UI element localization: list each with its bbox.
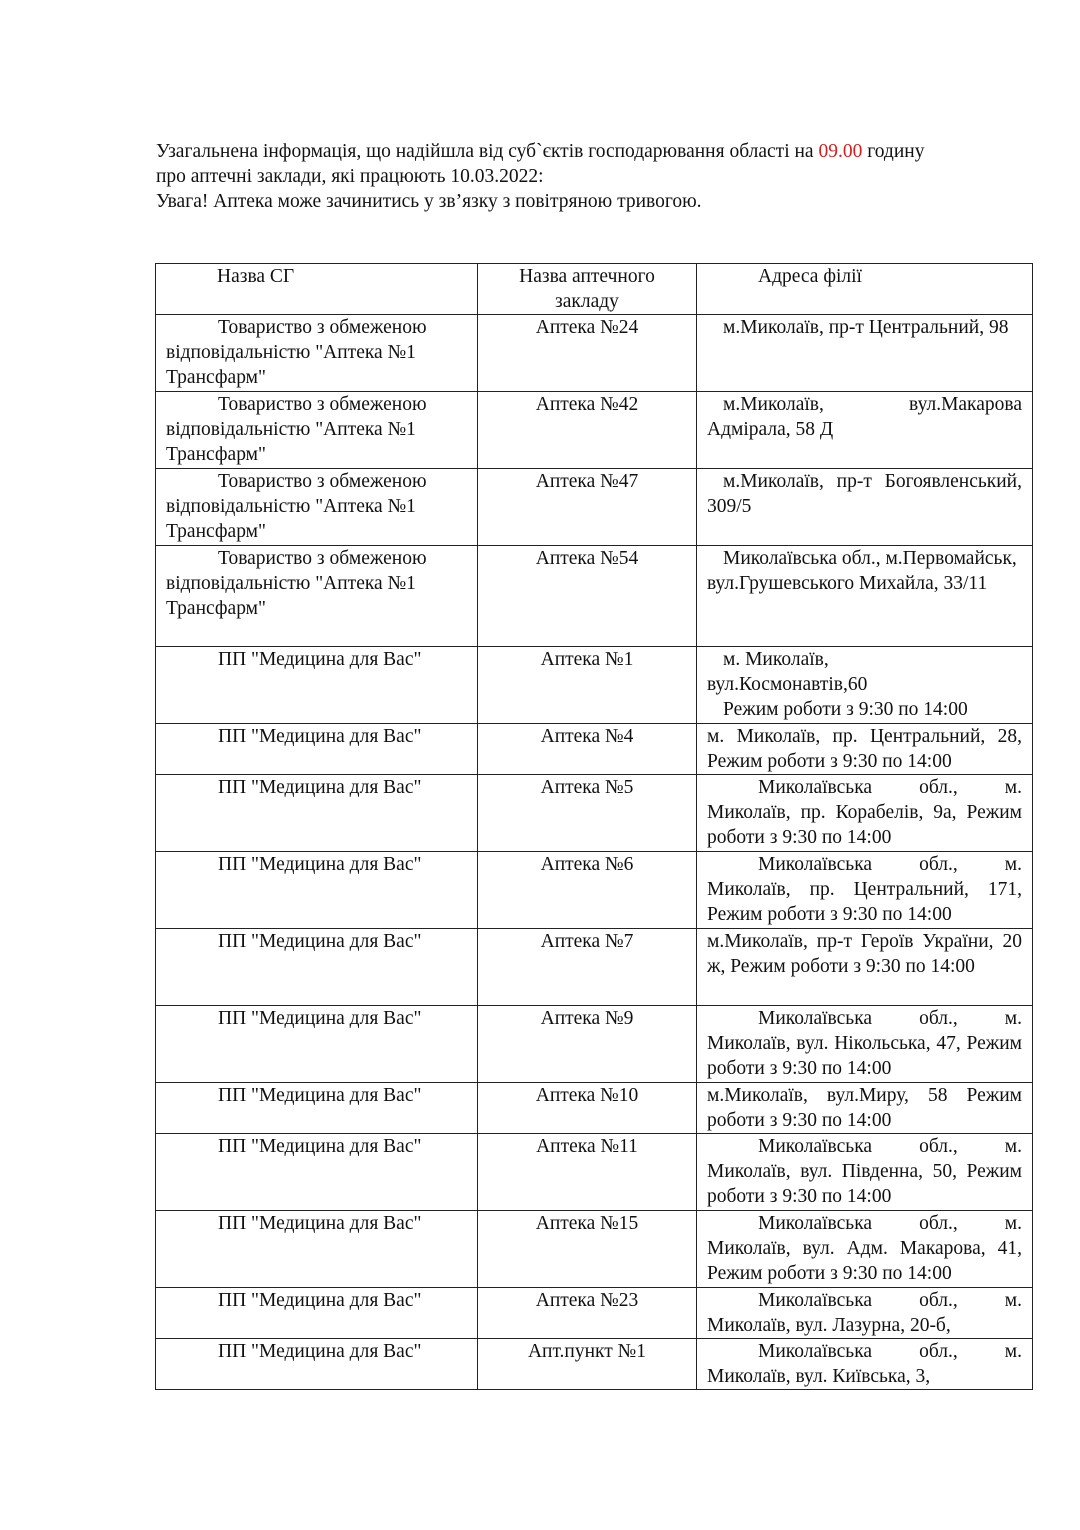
table-row	[156, 1211, 1033, 1288]
table-row	[156, 469, 1033, 546]
address-line: вул.Космонавтів,60	[707, 674, 868, 695]
cell-pharmacy: Аптека №1	[478, 647, 697, 724]
intro-text	[156, 139, 1036, 214]
cell-address: м.Миколаїв, пр-т Центральний, 98	[697, 315, 1033, 392]
address-line: м. Миколаїв,	[723, 649, 829, 670]
cell-address: м.Миколаїв, вул.Миру, 58 Режим роботи з 9:30 по 14:00	[697, 1083, 1033, 1134]
cell-pharmacy: Аптека №9	[478, 1006, 697, 1083]
cell-sg: Товариство з обмеженою відповідальністю "Аптека №1 Трансфарм"	[156, 392, 478, 469]
table-row	[156, 775, 1033, 852]
cell-address: Миколаївська обл., м. Миколаїв, пр. Центральний, 171, Режим роботи з 9:30 по 14:00	[697, 852, 1033, 929]
intro-text-part: годину	[862, 141, 925, 162]
cell-pharmacy: Аптека №10	[478, 1083, 697, 1134]
table-row	[156, 724, 1033, 775]
table-row	[156, 647, 1033, 724]
table-row	[156, 1006, 1033, 1083]
cell-pharmacy: Аптека №23	[478, 1288, 697, 1339]
cell-sg: ПП "Медицина для Вас"	[156, 1288, 478, 1339]
cell-pharmacy: Аптека №11	[478, 1134, 697, 1211]
cell-pharmacy: Аптека №7	[478, 929, 697, 1006]
cell-address: м.Миколаїв, пр-т Героїв України, 20 ж, Режим роботи з 9:30 по 14:00	[697, 929, 1033, 1006]
pharmacy-table	[155, 263, 1033, 1390]
intro-text-part: Узагальнена інформація, що надійшла від суб`єктів господарювання області на	[156, 141, 819, 162]
cell-pharmacy: Аптека №15	[478, 1211, 697, 1288]
cell-sg: ПП "Медицина для Вас"	[156, 1134, 478, 1211]
cell-address: Миколаївська обл., м. Миколаїв, вул. Лазурна, 20-б,	[697, 1288, 1033, 1339]
cell-pharmacy: Аптека №42	[478, 392, 697, 469]
cell-pharmacy: Аптека №47	[478, 469, 697, 546]
table-row	[156, 546, 1033, 647]
table-row	[156, 1134, 1033, 1211]
cell-address	[697, 647, 1033, 724]
report-time: 09.00	[818, 141, 863, 162]
cell-address: Миколаївська обл., м. Миколаїв, пр. Корабелів, 9а, Режим роботи з 9:30 по 14:00	[697, 775, 1033, 852]
cell-pharmacy: Аптека №5	[478, 775, 697, 852]
intro-line-2: про аптечні заклади, які працюють 10.03.2022:	[156, 166, 544, 187]
cell-sg: ПП "Медицина для Вас"	[156, 647, 478, 724]
header-sg: Назва СГ	[156, 264, 478, 315]
cell-pharmacy: Аптека №6	[478, 852, 697, 929]
table-row	[156, 392, 1033, 469]
cell-address: Миколаївська обл., м.Первомайськ, вул.Грушевського Михайла, 33/11	[697, 546, 1033, 647]
cell-pharmacy: Аптека №24	[478, 315, 697, 392]
table-header-row	[156, 264, 1033, 315]
cell-sg: Товариство з обмеженою відповідальністю "Аптека №1 Трансфарм"	[156, 469, 478, 546]
table-row	[156, 852, 1033, 929]
cell-sg: Товариство з обмеженою відповідальністю "Аптека №1 Трансфарм"	[156, 315, 478, 392]
header-pharmacy: Назва аптечного закладу	[478, 264, 697, 315]
warning-line: Увага! Аптека може зачинитись у зв’язку з повітряною тривогою.	[156, 191, 702, 212]
cell-sg: ПП "Медицина для Вас"	[156, 775, 478, 852]
table-row	[156, 1083, 1033, 1134]
cell-sg: ПП "Медицина для Вас"	[156, 1083, 478, 1134]
cell-pharmacy: Апт.пункт №1	[478, 1339, 697, 1390]
cell-sg: ПП "Медицина для Вас"	[156, 1211, 478, 1288]
table-row	[156, 315, 1033, 392]
cell-pharmacy: Аптека №54	[478, 546, 697, 647]
cell-sg: ПП "Медицина для Вас"	[156, 1339, 478, 1390]
cell-address: Миколаївська обл., м. Миколаїв, вул. Адм. Макарова, 41, Режим роботи з 9:30 по 14:00	[697, 1211, 1033, 1288]
intro-line-1	[156, 139, 1036, 164]
cell-sg: ПП "Медицина для Вас"	[156, 1006, 478, 1083]
cell-sg: ПП "Медицина для Вас"	[156, 724, 478, 775]
header-address: Адреса філії	[697, 264, 1033, 315]
table-row	[156, 929, 1033, 1006]
cell-address: м.Миколаїв, пр-т Богоявленський, 309/5	[697, 469, 1033, 546]
cell-sg: Товариство з обмеженою відповідальністю "Аптека №1 Трансфарм"	[156, 546, 478, 647]
cell-sg: ПП "Медицина для Вас"	[156, 852, 478, 929]
cell-address: Миколаївська обл., м. Миколаїв, вул. Нікольська, 47, Режим роботи з 9:30 по 14:00	[697, 1006, 1033, 1083]
cell-address: Миколаївська обл., м. Миколаїв, вул. Київська, 3,	[697, 1339, 1033, 1390]
cell-address: м.Миколаїв, вул.Макарова Адмірала, 58 Д	[697, 392, 1033, 469]
cell-sg: ПП "Медицина для Вас"	[156, 929, 478, 1006]
address-line: Режим роботи з 9:30 по 14:00	[723, 699, 968, 720]
cell-address: м. Миколаїв, пр. Центральний, 28, Режим роботи з 9:30 по 14:00	[697, 724, 1033, 775]
cell-pharmacy: Аптека №4	[478, 724, 697, 775]
table-row	[156, 1288, 1033, 1339]
table-row	[156, 1339, 1033, 1390]
cell-address: Миколаївська обл., м. Миколаїв, вул. Південна, 50, Режим роботи з 9:30 по 14:00	[697, 1134, 1033, 1211]
